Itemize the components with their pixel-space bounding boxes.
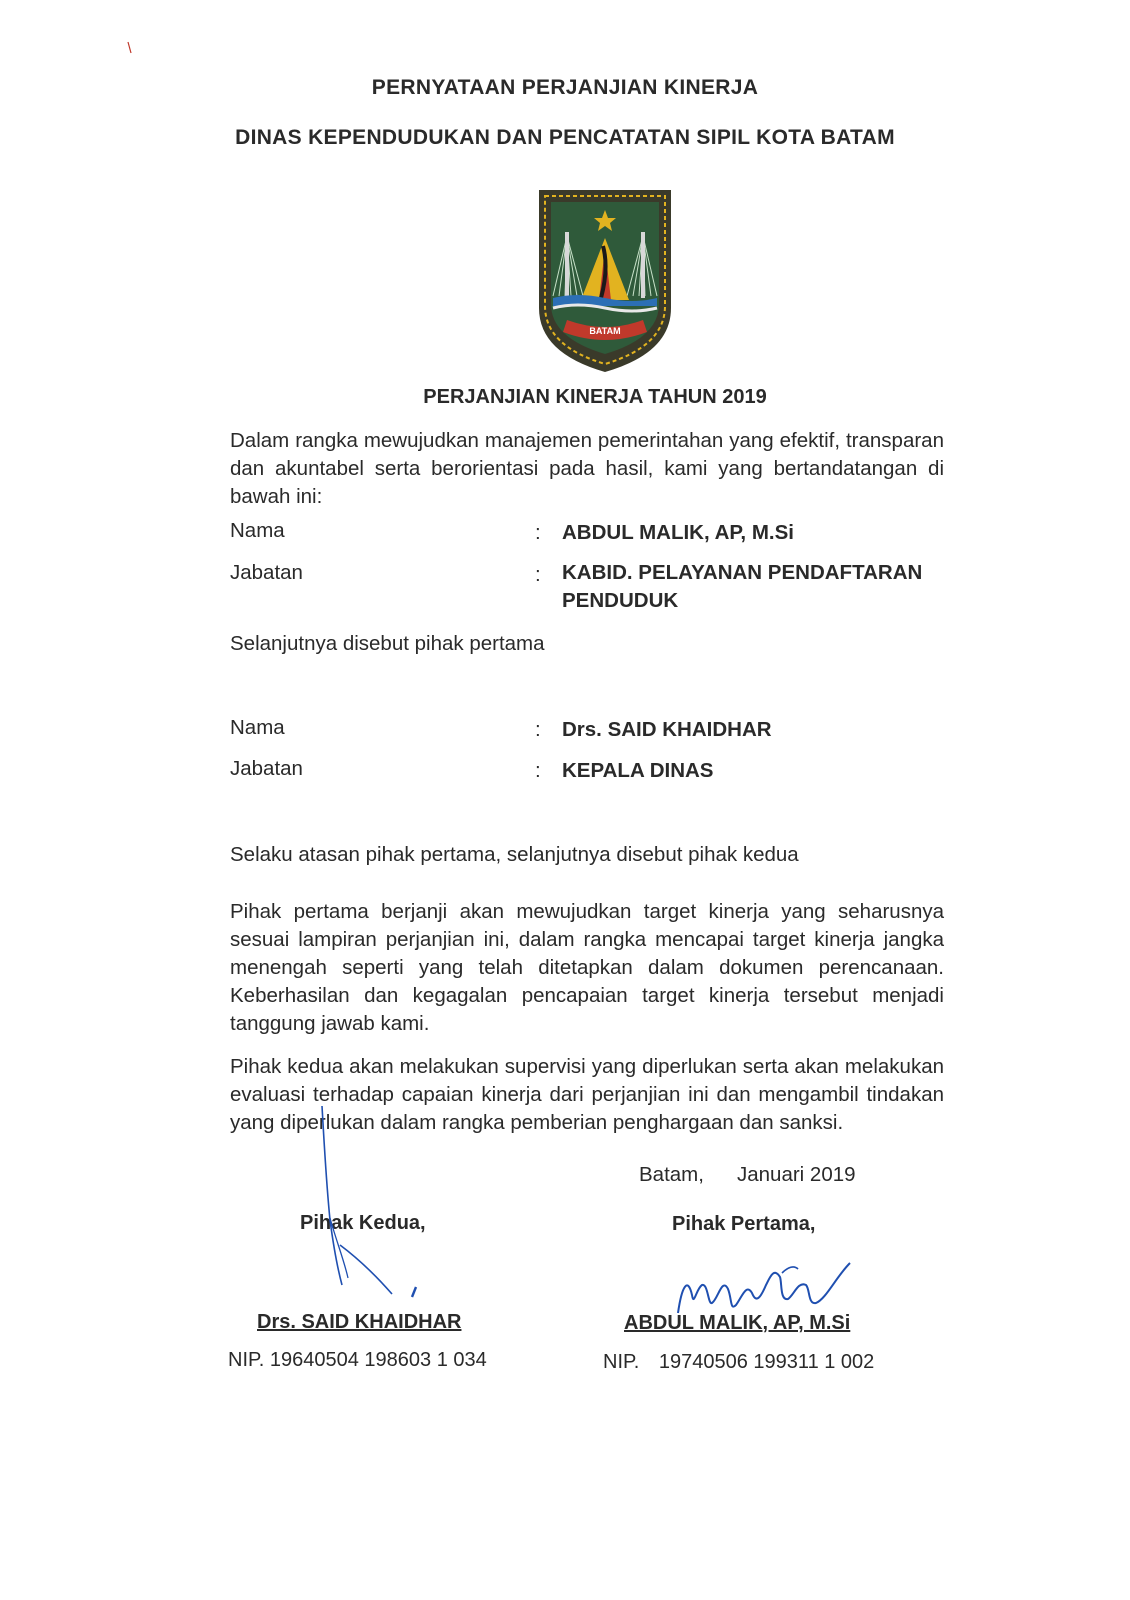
party2-position-value: KEPALA DINAS: [562, 759, 714, 782]
intro-paragraph: Dalam rangka mewujudkan manajemen pemerintahan yang efektif, transparan dan akuntabel serta berorientasi pada hasil, kami yang bertandatangan di bawah ini:: [230, 429, 944, 508]
first-party-nip: [603, 1351, 874, 1374]
party1-name-label: Nama: [230, 519, 285, 542]
party2-name-value: Drs. SAID KHAIDHAR: [562, 718, 772, 741]
second-party-nip-label: NIP.: [228, 1349, 265, 1371]
logo-text: BATAM: [589, 326, 621, 336]
document-heading: PERNYATAAN PERJANJIAN KINERJA: [371, 76, 759, 99]
second-party-name: Drs. SAID KHAIDHAR: [257, 1311, 462, 1333]
party2-position-colon: :: [535, 759, 541, 782]
first-party-nip-label: NIP.: [603, 1351, 640, 1373]
party2-position-label: Jabatan: [230, 757, 303, 780]
party2-designation: Selaku atasan pihak pertama, selanjutnya disebut pihak kedua: [230, 843, 799, 866]
agreement-title: PERJANJIAN KINERJA TAHUN 2019: [423, 386, 767, 408]
party1-position-value: KABID. PELAYANAN PENDAFTARAN PENDUDUK: [562, 561, 923, 612]
party1-name-value: ABDUL MALIK, AP, M.Si: [562, 521, 794, 544]
agency-heading: DINAS KEPENDUDUKAN DAN PENCATATAN SIPIL KOTA BATAM: [235, 126, 895, 149]
first-party-name: ABDUL MALIK, AP, M.Si: [624, 1312, 851, 1334]
signing-date: Januari 2019: [737, 1163, 856, 1186]
supervision-paragraph: Pihak kedua akan melakukan supervisi yang diperlukan serta akan melakukan evaluasi terhadap capaian kinerja dari perjanjian ini dan mengambil tindakan yang diperlukan dalam rangka pemberian penghargaan dan sanksi.: [230, 1055, 944, 1134]
second-party-title: Pihak Kedua,: [300, 1212, 426, 1234]
party2-name-label: Nama: [230, 716, 285, 739]
party2-name-colon: :: [535, 718, 541, 741]
party1-position-colon: :: [535, 563, 541, 586]
batam-coat-of-arms: [537, 188, 673, 374]
second-party-nip: [228, 1349, 487, 1372]
party1-name-colon: :: [535, 521, 541, 544]
second-party-signature: [300, 1100, 430, 1320]
signing-place: Batam,: [639, 1163, 704, 1186]
first-party-nip-number: 19740506 199311 1 002: [658, 1351, 875, 1373]
first-party-title: Pihak Pertama,: [672, 1213, 816, 1235]
party1-designation: Selanjutnya disebut pihak pertama: [230, 632, 545, 655]
second-party-nip-number: 19640504 198603 1 034: [269, 1349, 487, 1371]
party1-position-label: Jabatan: [230, 561, 303, 584]
scan-mark: [126, 40, 134, 56]
pledge-paragraph: Pihak pertama berjanji akan mewujudkan target kinerja yang seharusnya sesuai lampiran perjanjian ini, dalam rangka mencapai target kinerja jangka menengah seperti yang telah ditetapkan dalam dokumen perencanaan. Keberhasilan dan kegagalan pencapaian target kinerja tersebut menjadi tanggung jawab kami.: [230, 900, 944, 1035]
